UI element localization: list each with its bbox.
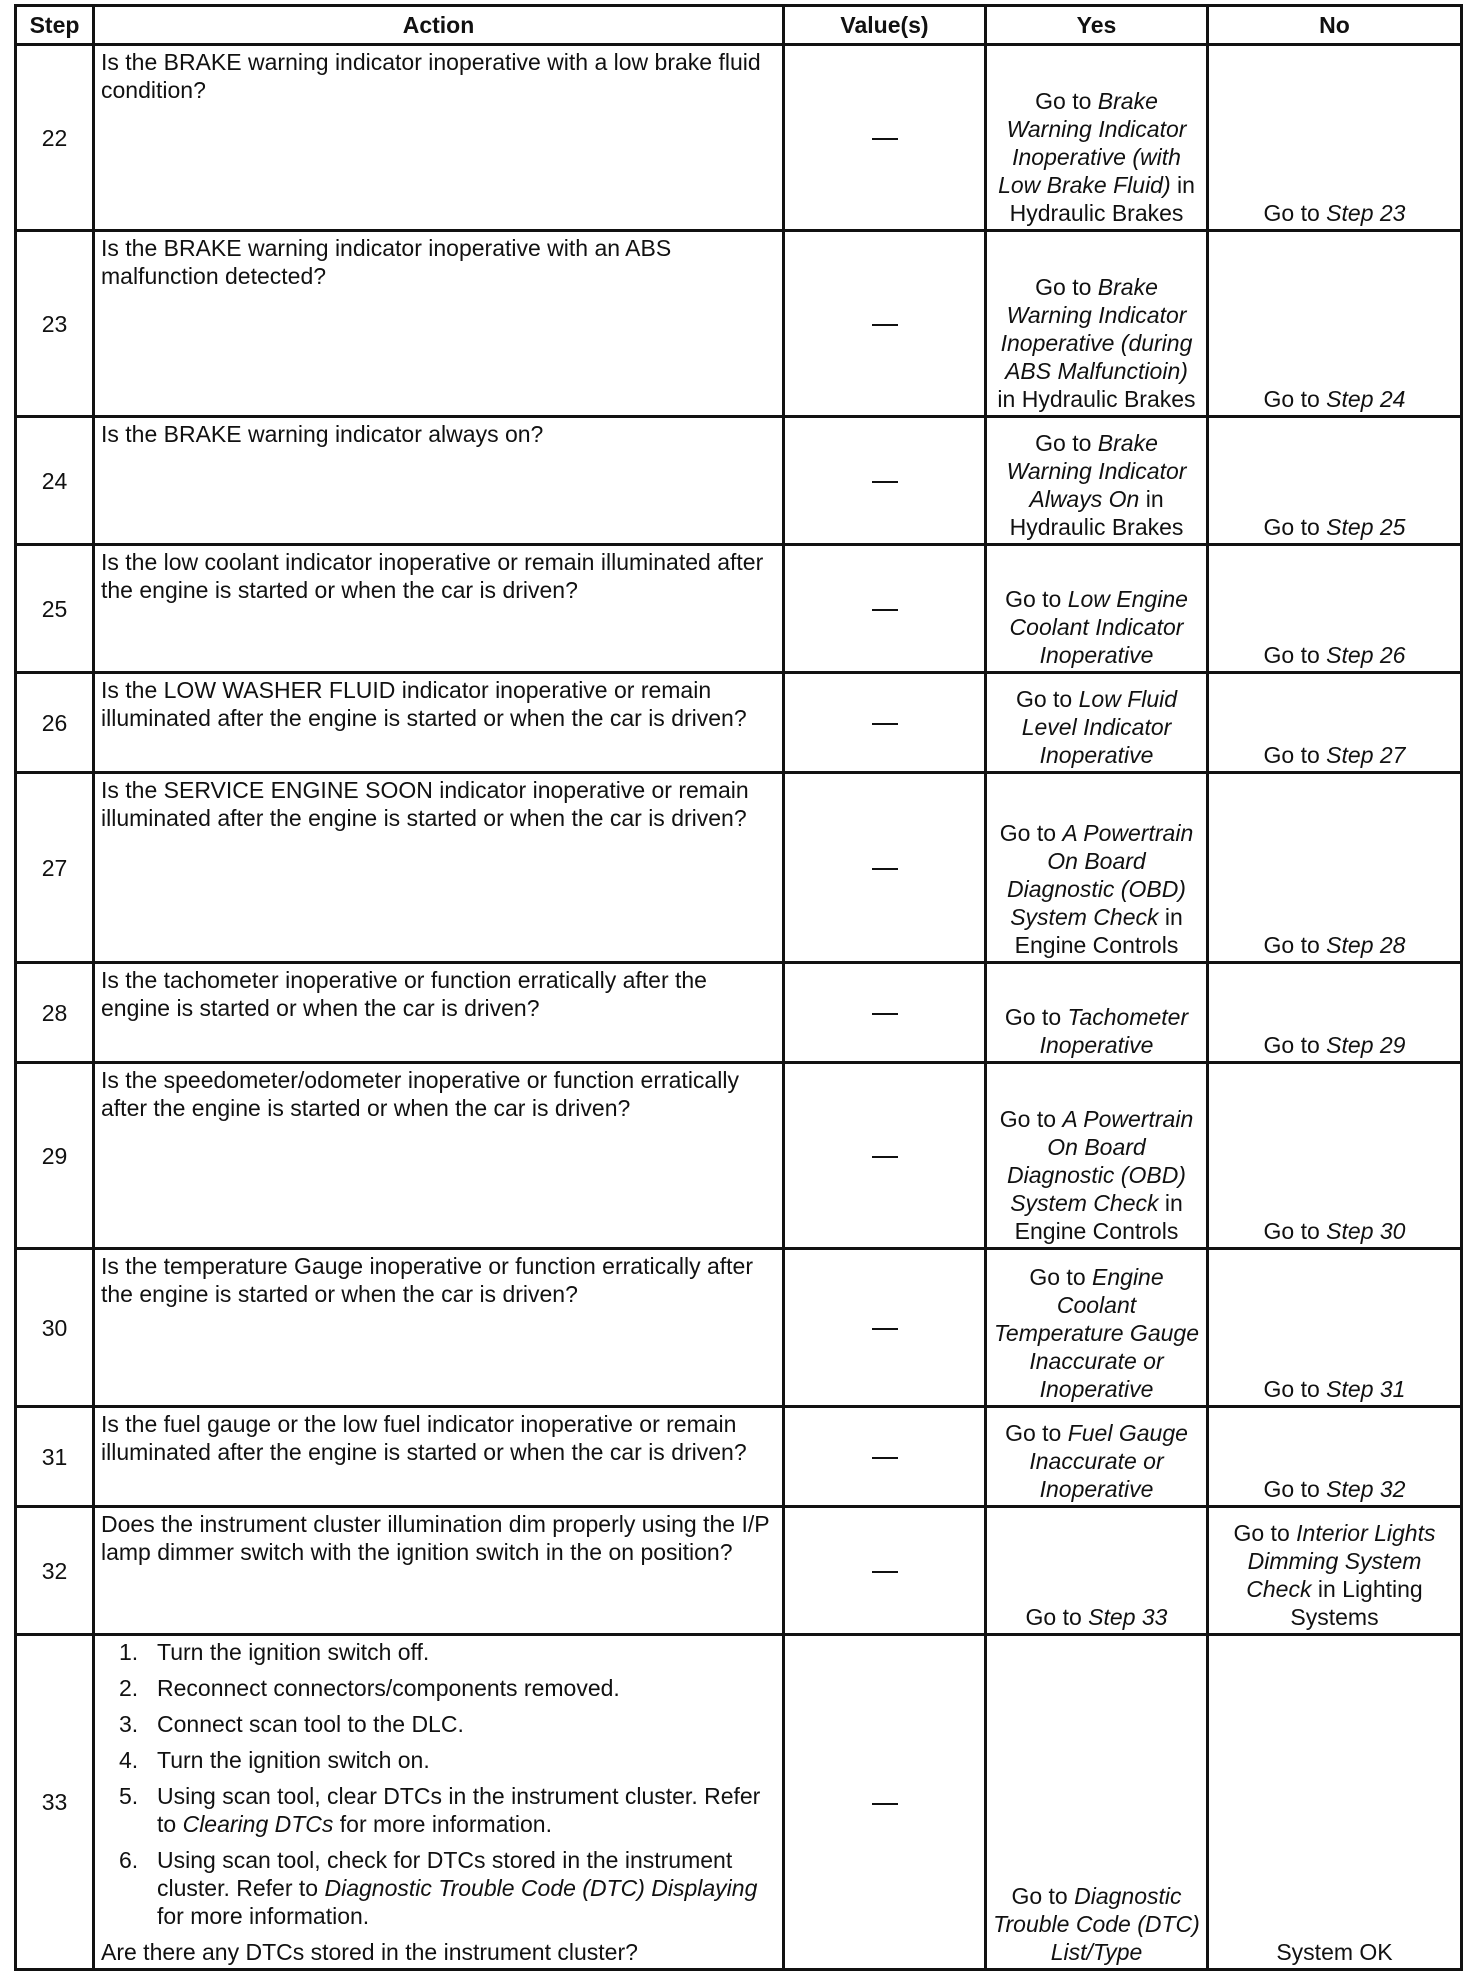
text-run: Step 31 [1326, 1376, 1406, 1402]
no-result [1208, 1063, 1462, 1249]
text-run: Go to [1011, 1883, 1075, 1909]
value-cell [784, 45, 986, 231]
text-run: Go to [1263, 200, 1327, 226]
action-text: Is the low coolant indicator inoperative or remain illuminated after the engine is started or when the car is driven? [94, 545, 784, 673]
procedure-step-number: 1. [119, 1639, 139, 1665]
dash-mark [872, 138, 898, 140]
procedure-step-number: 4. [119, 1747, 139, 1773]
table-row [16, 1249, 1462, 1407]
no-result [1208, 673, 1462, 773]
dash-mark [872, 1013, 898, 1015]
text-run: Brake Warning Indicator Inoperative (with Low Brake Fluid) [998, 88, 1187, 198]
yes-result [986, 545, 1208, 673]
text-run: in Hydraulic Brakes [1009, 486, 1184, 540]
action-text: Is the temperature Gauge inoperative or function erratically after the engine is started or when the car is driven? [94, 1249, 784, 1407]
procedure-step [119, 1846, 776, 1930]
text-run: Go to [1263, 1218, 1327, 1244]
action-text: Does the instrument cluster illumination dim properly using the I/P lamp dimmer switch with the ignition switch in the on position? [94, 1507, 784, 1635]
text-run: Step 33 [1088, 1604, 1168, 1630]
action-text: Is the BRAKE warning indicator always on? [94, 417, 784, 545]
text-run: Go to [1263, 386, 1327, 412]
dash-mark [872, 324, 898, 326]
table-row [16, 417, 1462, 545]
yes-result [986, 417, 1208, 545]
dash-mark [872, 1328, 898, 1330]
yes-result [986, 773, 1208, 963]
yes-result [986, 1407, 1208, 1507]
dash-mark [872, 609, 898, 611]
yes-result [986, 673, 1208, 773]
text-run: Diagnostic Trouble Code (DTC) Displaying [324, 1875, 758, 1901]
text-run: Brake Warning Indicator Inoperative (during ABS Malfunctioin) [1000, 274, 1193, 384]
value-cell [784, 1249, 986, 1407]
text-run: Step 29 [1326, 1032, 1406, 1058]
no-result [1208, 963, 1462, 1063]
procedure-step [119, 1782, 776, 1838]
text-run: Go to [1263, 742, 1327, 768]
text-run: Go to [1263, 1032, 1327, 1058]
text-run: Tachometer Inoperative [1039, 1004, 1189, 1058]
text-run: Go to [1015, 686, 1079, 712]
dash-mark [872, 868, 898, 870]
table-row [16, 45, 1462, 231]
text-run: A Powertrain On Board Diagnostic (OBD) System Check [1007, 1106, 1194, 1216]
text-run: in Hydraulic Brakes [1009, 172, 1195, 226]
text-run: Go to [1263, 1376, 1327, 1402]
value-cell [784, 963, 986, 1063]
header-values: Value(s) [784, 6, 986, 45]
text-run: Low Engine Coolant Indicator Inoperative [1009, 586, 1188, 668]
table-row [16, 673, 1462, 773]
value-cell [784, 773, 986, 963]
text-run: Turn the ignition switch off. [157, 1639, 430, 1665]
procedure-step-number: 5. [119, 1783, 139, 1809]
text-run: Step 23 [1326, 200, 1406, 226]
value-cell [784, 417, 986, 545]
yes-result [986, 231, 1208, 417]
procedure-step-number: 3. [119, 1711, 139, 1737]
text-run: System OK [1276, 1939, 1393, 1965]
action-text: Is the speedometer/odometer inoperative or function erratically after the engine is started or when the car is driven? [94, 1063, 784, 1249]
text-run: A Powertrain On Board Diagnostic (OBD) System Check [1007, 820, 1194, 930]
action-text: Is the SERVICE ENGINE SOON indicator inoperative or remain illuminated after the engine is started or when the car is driven? [94, 773, 784, 963]
no-result [1208, 1407, 1462, 1507]
text-run: Connect scan tool to the DLC. [157, 1711, 464, 1737]
value-cell [784, 1063, 986, 1249]
text-run: Diagnostic Trouble Code (DTC) List/Type [993, 1883, 1200, 1965]
yes-result [986, 963, 1208, 1063]
procedure-list [101, 1638, 776, 1930]
dash-mark [872, 1457, 898, 1459]
text-run: Clearing DTCs [182, 1811, 334, 1837]
text-run: Go to [999, 1106, 1063, 1132]
value-cell [784, 673, 986, 773]
text-run: Go to [1029, 1264, 1093, 1290]
value-cell [784, 1635, 986, 1970]
action-text: Is the BRAKE warning indicator inoperative with a low brake fluid condition? [94, 45, 784, 231]
text-run: Go to [1263, 1476, 1327, 1502]
procedure-step [119, 1674, 776, 1702]
text-run: Step 30 [1326, 1218, 1406, 1244]
text-run: Step 25 [1326, 514, 1406, 540]
text-run: Low Fluid Level Indicator Inoperative [1021, 686, 1178, 768]
procedure-step [119, 1638, 776, 1666]
action-text: Is the BRAKE warning indicator inoperative with an ABS malfunction detected? [94, 231, 784, 417]
table-body [16, 45, 1462, 1970]
text-run: for more information. [157, 1903, 370, 1929]
table-row [16, 1407, 1462, 1507]
dash-mark [872, 1571, 898, 1573]
action-text [94, 1635, 784, 1970]
table-row [16, 545, 1462, 673]
text-run: Go to [1035, 274, 1098, 300]
step-number: 33 [16, 1635, 94, 1970]
action-text: Is the LOW WASHER FLUID indicator inoperative or remain illuminated after the engine is started or when the car is driven? [94, 673, 784, 773]
no-result [1208, 231, 1462, 417]
final-question: Are there any DTCs stored in the instrument cluster? [101, 1939, 638, 1965]
text-run: Go to [1263, 642, 1327, 668]
action-text: Is the tachometer inoperative or function erratically after the engine is started or when the car is driven? [94, 963, 784, 1063]
step-number: 32 [16, 1507, 94, 1635]
text-run: Go to [1035, 88, 1098, 114]
no-result [1208, 1249, 1462, 1407]
text-run: in Engine Controls [1014, 904, 1183, 958]
step-number: 31 [16, 1407, 94, 1507]
header-no: No [1208, 6, 1462, 45]
text-run: Go to [1263, 514, 1327, 540]
table-row [16, 1063, 1462, 1249]
action-text: Is the fuel gauge or the low fuel indicator inoperative or remain illuminated after the engine is started or when the car is driven? [94, 1407, 784, 1507]
no-result [1208, 1635, 1462, 1970]
table-row [16, 1507, 1462, 1635]
value-cell [784, 1507, 986, 1635]
text-run: Step 24 [1326, 386, 1406, 412]
text-run: Go to [1005, 586, 1068, 612]
step-number: 25 [16, 545, 94, 673]
text-run: Go to [1233, 1520, 1297, 1546]
dash-mark [872, 723, 898, 725]
value-cell [784, 545, 986, 673]
table-row [16, 963, 1462, 1063]
step-number: 23 [16, 231, 94, 417]
diagnostic-table [14, 4, 1463, 1971]
no-result [1208, 545, 1462, 673]
step-number: 28 [16, 963, 94, 1063]
yes-result [986, 1249, 1208, 1407]
text-run: Fuel Gauge Inaccurate or Inoperative [1029, 1420, 1188, 1502]
text-run: Go to [1004, 1004, 1068, 1030]
procedure-step-number: 2. [119, 1675, 139, 1701]
yes-result [986, 45, 1208, 231]
text-run: Go to [999, 820, 1063, 846]
text-run: Step 26 [1326, 642, 1406, 668]
text-run: Go to [1263, 932, 1327, 958]
value-cell [784, 1407, 986, 1507]
dash-mark [872, 1156, 898, 1158]
procedure-step [119, 1746, 776, 1774]
text-run: Go to [1005, 1420, 1068, 1446]
step-number: 30 [16, 1249, 94, 1407]
table-row [16, 773, 1462, 963]
table-row [16, 1635, 1462, 1970]
header-action: Action [94, 6, 784, 45]
step-number: 26 [16, 673, 94, 773]
text-run: Go to [1025, 1604, 1089, 1630]
dash-mark [872, 481, 898, 483]
step-number: 24 [16, 417, 94, 545]
text-run: in Engine Controls [1014, 1190, 1183, 1244]
step-number: 22 [16, 45, 94, 231]
text-run: Brake Warning Indicator Always On [1006, 430, 1187, 512]
text-run: Turn the ignition switch on. [157, 1747, 430, 1773]
text-run: Step 28 [1326, 932, 1406, 958]
procedure-step [119, 1710, 776, 1738]
text-run: Engine Coolant Temperature Gauge Inaccurate or Inoperative [993, 1264, 1199, 1402]
text-run: in Hydraulic Brakes [997, 386, 1196, 412]
text-run: Using scan tool, check for DTCs stored in the instrument cluster. Refer to [157, 1847, 733, 1901]
step-number: 27 [16, 773, 94, 963]
table-row [16, 231, 1462, 417]
yes-result [986, 1635, 1208, 1970]
text-run: Go to [1035, 430, 1098, 456]
no-result [1208, 1507, 1462, 1635]
no-result [1208, 773, 1462, 963]
text-run: for more information. [333, 1811, 552, 1837]
header-yes: Yes [986, 6, 1208, 45]
header-step: Step [16, 6, 94, 45]
text-run: in Lighting Systems [1290, 1576, 1423, 1630]
no-result [1208, 45, 1462, 231]
procedure-step-number: 6. [119, 1847, 139, 1873]
yes-result [986, 1507, 1208, 1635]
no-result [1208, 417, 1462, 545]
table-header-row [16, 6, 1462, 45]
dash-mark [872, 1803, 898, 1805]
text-run: Interior Lights Dimming System Check [1246, 1520, 1436, 1602]
yes-result [986, 1063, 1208, 1249]
text-run: Using scan tool, clear DTCs in the instrument cluster. Refer to [157, 1783, 761, 1837]
value-cell [784, 231, 986, 417]
step-number: 29 [16, 1063, 94, 1249]
text-run: Step 27 [1326, 742, 1406, 768]
text-run: Reconnect connectors/components removed. [157, 1675, 620, 1701]
text-run: Step 32 [1326, 1476, 1406, 1502]
